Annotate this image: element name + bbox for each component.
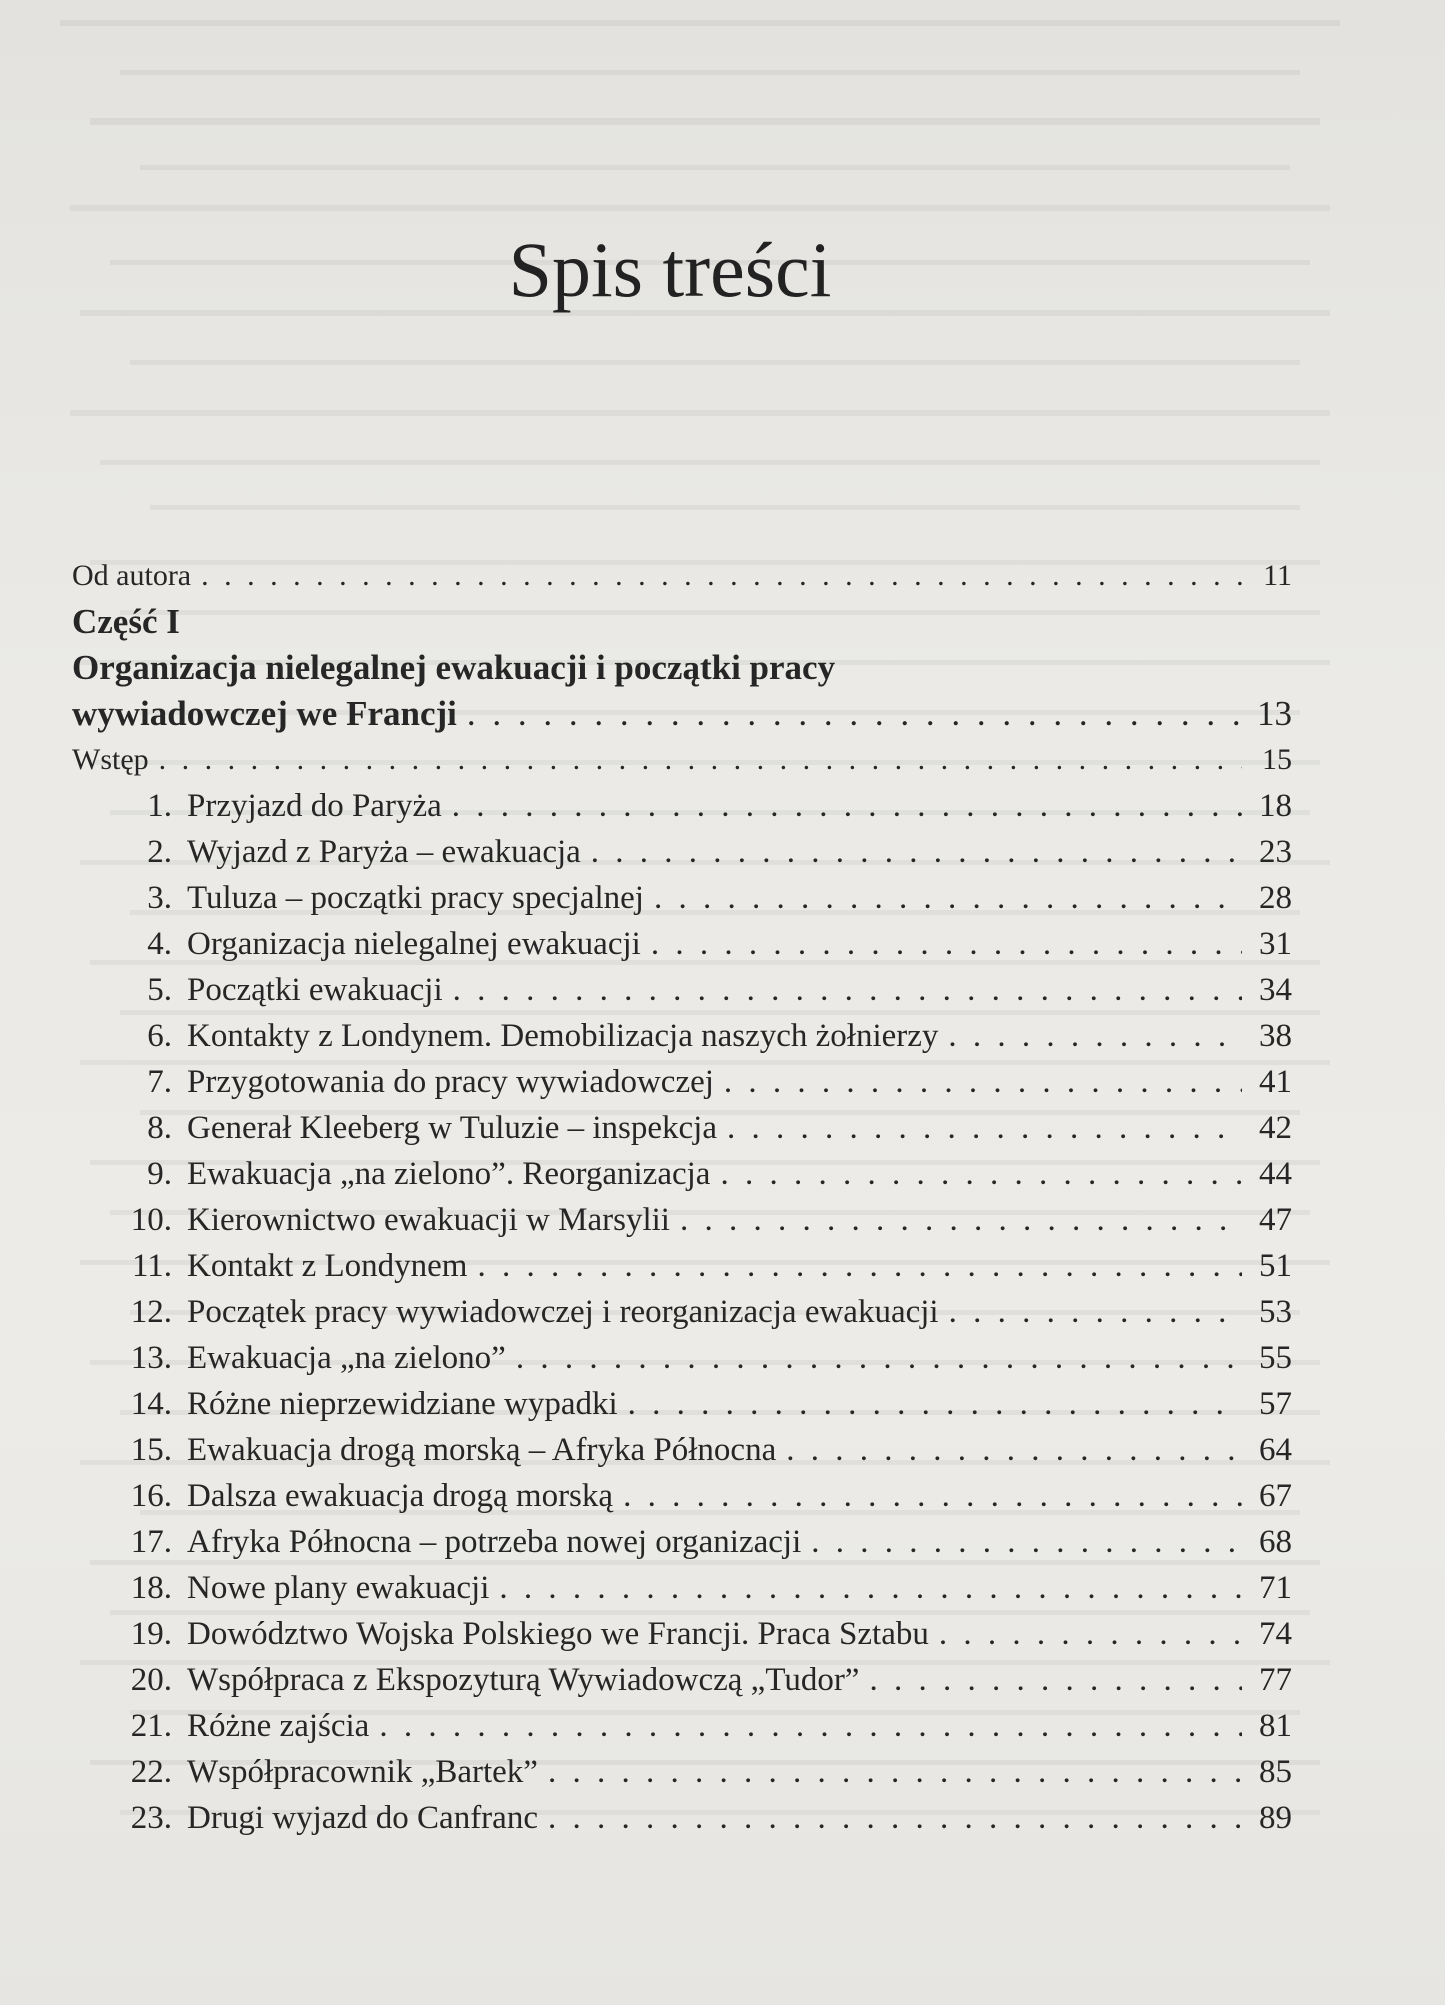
chapter-title: Dowództwo Wojska Polskiego we Francji. Praca Sztabu — [187, 1616, 929, 1652]
chapter-title: Początki ewakuacji — [187, 972, 443, 1008]
chapter-page-number: 34 — [1259, 972, 1292, 1008]
chapter-title: Różne nieprzewidziane wypadki — [187, 1386, 618, 1422]
toc-chapter — [72, 1381, 1292, 1427]
dot-leader — [939, 1611, 1242, 1657]
chapter-page-number: 77 — [1259, 1662, 1292, 1698]
chapter-number: 7. — [147, 1064, 172, 1100]
toc-chapter — [72, 1289, 1292, 1335]
chapter-page-number: 55 — [1259, 1340, 1292, 1376]
toc-part-label — [72, 599, 1292, 645]
chapter-page-number: 23 — [1259, 834, 1292, 870]
chapter-number: 22. — [130, 1754, 172, 1790]
chapter-page-number: 67 — [1259, 1478, 1292, 1514]
chapter-number: 23. — [130, 1800, 172, 1836]
dot-leader — [499, 1565, 1242, 1611]
chapter-page-number: 85 — [1259, 1754, 1292, 1790]
chapter-number: 1. — [147, 788, 172, 824]
chapter-number: 6. — [147, 1018, 172, 1054]
chapter-title: Kierownictwo ewakuacji w Marsylii — [187, 1202, 670, 1238]
dot-leader — [811, 1519, 1242, 1565]
chapter-page-number: 31 — [1259, 926, 1292, 962]
chapter-title: Ewakuacja „na zielono” — [187, 1340, 506, 1376]
toc-chapter — [72, 1059, 1292, 1105]
toc-entry-foreword — [72, 553, 1292, 599]
toc-part-title-line2 — [72, 691, 1292, 737]
chapter-page-number: 64 — [1259, 1432, 1292, 1468]
chapter-page-number: 28 — [1259, 880, 1292, 916]
toc-chapter — [72, 1151, 1292, 1197]
toc-chapter — [72, 829, 1292, 875]
dot-leader — [727, 1105, 1242, 1151]
toc-chapter — [72, 1565, 1292, 1611]
chapter-number: 19. — [130, 1616, 172, 1652]
toc-chapter — [72, 1335, 1292, 1381]
chapter-page-number: 38 — [1259, 1018, 1292, 1054]
chapter-title: Początek pracy wywiadowczej i reorganizacja ewakuacji — [187, 1294, 939, 1330]
part-title-line2: wywiadowczej we Francji — [72, 694, 457, 733]
toc-chapter — [72, 1657, 1292, 1703]
chapter-number: 21. — [130, 1708, 172, 1744]
dot-leader — [680, 1197, 1242, 1243]
chapter-page-number: 81 — [1259, 1708, 1292, 1744]
dot-leader — [869, 1657, 1242, 1703]
chapter-title: Ewakuacja „na zielono”. Reorganizacja — [187, 1156, 711, 1192]
chapter-number: 11. — [131, 1248, 172, 1284]
chapter-number: 3. — [147, 880, 172, 916]
dot-leader — [516, 1335, 1242, 1381]
chapter-page-number: 44 — [1259, 1156, 1292, 1192]
chapter-number: 12. — [130, 1294, 172, 1330]
chapter-title: Generał Kleeberg w Tuluzie – inspekcja — [187, 1110, 717, 1146]
dot-leader — [724, 1059, 1242, 1105]
toc-chapter — [72, 783, 1292, 829]
toc-entry-introduction — [72, 737, 1292, 783]
toc-chapter — [72, 1013, 1292, 1059]
chapter-number: 14. — [130, 1386, 172, 1422]
chapter-title: Tuluza – początki pracy specjalnej — [187, 880, 644, 916]
dot-leader — [159, 737, 1242, 783]
dot-leader — [948, 1013, 1242, 1059]
chapter-number: 8. — [147, 1110, 172, 1146]
chapter-number: 15. — [130, 1432, 172, 1468]
toc-entry-title: Wstęp — [72, 743, 149, 776]
toc-chapter — [72, 1427, 1292, 1473]
dot-leader — [477, 1243, 1242, 1289]
chapter-title: Wyjazd z Paryża – ewakuacja — [187, 834, 581, 870]
chapter-number: 16. — [130, 1478, 172, 1514]
chapter-page-number: 68 — [1259, 1524, 1292, 1560]
chapter-page-number: 89 — [1259, 1800, 1292, 1836]
part-title-line1: Organizacja nielegalnej ewakuacji i początki pracy — [72, 648, 836, 687]
table-of-contents — [72, 553, 1292, 1841]
dot-leader — [786, 1427, 1242, 1473]
chapter-number: 4. — [147, 926, 172, 962]
chapter-page-number: 53 — [1259, 1294, 1292, 1330]
chapter-page-number: 18 — [1259, 788, 1292, 824]
chapter-title: Różne zajścia — [187, 1708, 370, 1744]
dot-leader — [379, 1703, 1242, 1749]
chapter-number: 9. — [147, 1156, 172, 1192]
chapter-title: Kontakt z Londynem — [187, 1248, 468, 1284]
toc-chapter — [72, 921, 1292, 967]
chapter-number: 18. — [130, 1570, 172, 1606]
chapter-title: Przyjazd do Paryża — [187, 788, 442, 824]
chapter-number: 13. — [130, 1340, 172, 1376]
toc-chapter — [72, 1703, 1292, 1749]
chapter-number: 10. — [130, 1202, 172, 1238]
dot-leader — [591, 829, 1242, 875]
dot-leader — [452, 783, 1242, 829]
chapter-title: Współpraca z Ekspozyturą Wywiadowczą „Tudor” — [187, 1662, 860, 1698]
chapter-number: 17. — [130, 1524, 172, 1560]
dot-leader — [548, 1749, 1242, 1795]
toc-chapter — [72, 1519, 1292, 1565]
toc-chapter — [72, 1243, 1292, 1289]
dot-leader — [651, 921, 1242, 967]
toc-chapter — [72, 875, 1292, 921]
toc-chapter — [72, 1105, 1292, 1151]
chapter-title: Nowe plany ewakuacji — [187, 1570, 490, 1606]
chapter-title: Organizacja nielegalnej ewakuacji — [187, 926, 641, 962]
dot-leader — [654, 875, 1242, 921]
chapter-page-number: 47 — [1259, 1202, 1292, 1238]
toc-page-number: 13 — [1257, 694, 1292, 733]
dot-leader — [548, 1795, 1242, 1841]
chapter-title: Przygotowania do pracy wywiadowczej — [187, 1064, 714, 1100]
toc-part-title-line1 — [72, 645, 1292, 691]
dot-leader — [720, 1151, 1242, 1197]
chapter-title: Ewakuacja drogą morską – Afryka Północna — [187, 1432, 777, 1468]
chapter-page-number: 57 — [1259, 1386, 1292, 1422]
chapter-page-number: 74 — [1259, 1616, 1292, 1652]
toc-entry-title: Od autora — [72, 559, 192, 592]
chapter-title: Afryka Północna – potrzeba nowej organizacji — [187, 1524, 802, 1560]
dot-leader — [201, 553, 1242, 599]
toc-chapter — [72, 1795, 1292, 1841]
chapter-title: Dalsza ewakuacja drogą morską — [187, 1478, 614, 1514]
chapter-number: 5. — [147, 972, 172, 1008]
dot-leader — [628, 1381, 1242, 1427]
toc-page-number: 15 — [1262, 743, 1292, 776]
toc-page-number: 11 — [1263, 559, 1292, 592]
part-label: Część I — [72, 602, 180, 641]
chapter-page-number: 71 — [1259, 1570, 1292, 1606]
toc-chapter — [72, 1611, 1292, 1657]
chapter-number: 2. — [147, 834, 172, 870]
chapter-title: Kontakty z Londynem. Demobilizacja naszych żołnierzy — [187, 1018, 939, 1054]
toc-chapter — [72, 1749, 1292, 1795]
chapter-number: 20. — [130, 1662, 172, 1698]
chapter-page-number: 51 — [1259, 1248, 1292, 1284]
toc-chapter — [72, 967, 1292, 1013]
chapter-title: Drugi wyjazd do Canfranc — [187, 1800, 538, 1836]
toc-chapter — [72, 1473, 1292, 1519]
toc-chapter — [72, 1197, 1292, 1243]
dot-leader — [623, 1473, 1242, 1519]
dot-leader — [453, 967, 1242, 1013]
chapter-page-number: 42 — [1259, 1110, 1292, 1146]
chapter-page-number: 41 — [1259, 1064, 1292, 1100]
chapter-title: Współpracownik „Bartek” — [187, 1754, 538, 1790]
dot-leader — [949, 1289, 1242, 1335]
page-title: Spis treści — [508, 226, 832, 313]
dot-leader — [467, 691, 1242, 737]
